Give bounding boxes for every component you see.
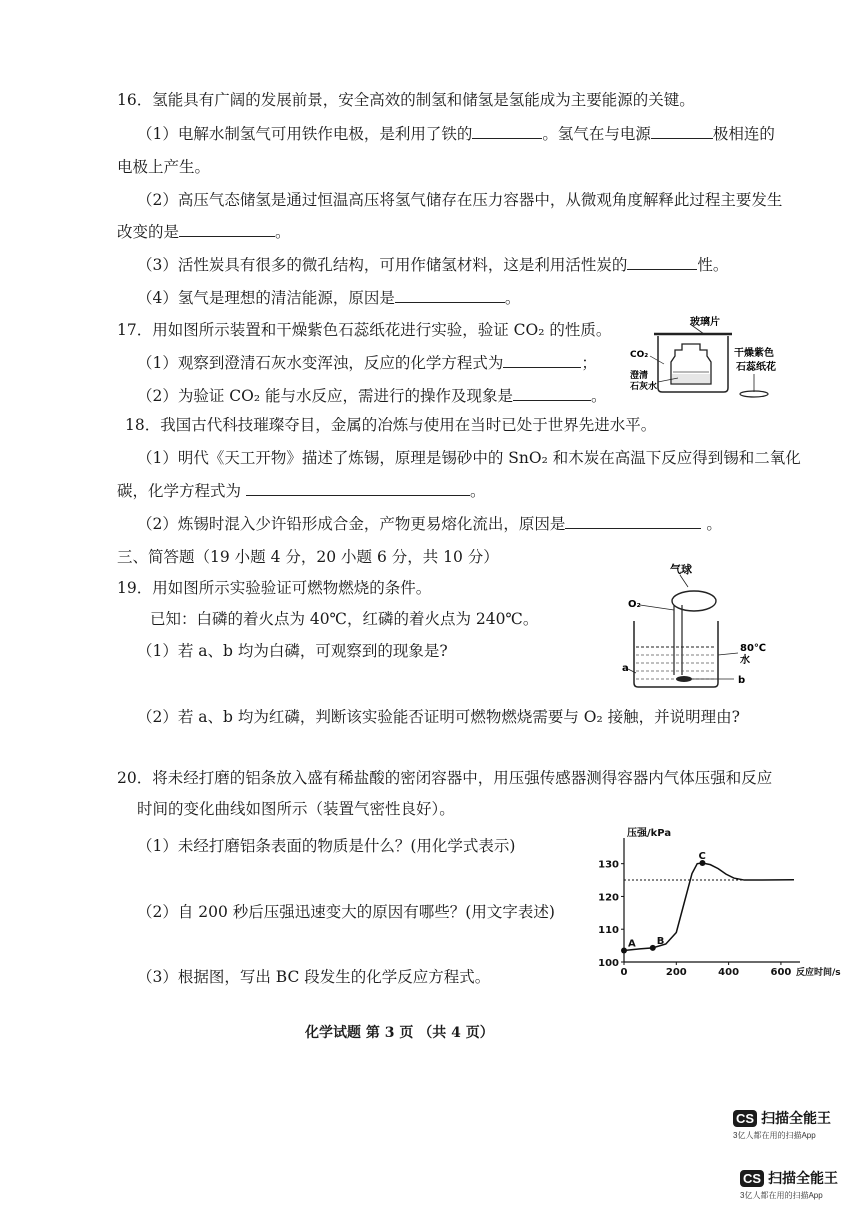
point-label-B: B <box>656 935 665 947</box>
pressure-chart <box>596 822 841 982</box>
q19-part1: （1）若 a、b 均为白磷，可观察到的现象是? <box>137 642 448 660</box>
svg-text:80℃: 80℃ <box>740 643 767 654</box>
answer-blank[interactable] <box>246 481 470 496</box>
svg-text:玻璃片: 玻璃片 <box>690 317 720 328</box>
y-tick-label: 100 <box>598 958 619 969</box>
q16-stem: 16．氢能具有广阔的发展前景，安全高效的制氢和储氢是氢能成为主要能源的关键。 <box>117 91 695 109</box>
q17-part1: （1）观察到澄清石灰水变浑浊，反应的化学方程式为 ； <box>137 354 597 372</box>
answer-blank[interactable] <box>395 288 505 303</box>
q20-part3: （3）根据图，写出 BC 段发生的化学反应方程式。 <box>137 968 491 986</box>
svg-text:水: 水 <box>740 655 750 666</box>
q18-stem: 18．我国古代科技璀璨夺目，金属的冶炼与使用在当时已处于世界先进水平。 <box>125 416 657 434</box>
beaker <box>634 621 718 687</box>
answer-blank[interactable] <box>565 514 701 529</box>
q20-part1: （1）未经打磨铝条表面的物质是什么？(用化学式表示) <box>137 837 516 855</box>
q20-stem-cont: 时间的变化曲线如图所示（装置气密性良好）。 <box>137 800 455 818</box>
x-tick-label: 0 <box>620 967 628 978</box>
q16-part2-cont: 改变的是 。 <box>117 223 291 241</box>
point-label-A: A <box>628 938 636 950</box>
q17-stem: 17．用如图所示装置和干燥紫色石蕊纸花进行实验，验证 CO₂ 的性质。 <box>117 321 612 339</box>
q16-part1-cont: 电极上产生。 <box>117 158 211 176</box>
svg-text:b: b <box>738 675 746 686</box>
scanner-watermark: CS 扫描全能王 3亿人都在用的扫描App <box>733 1110 832 1140</box>
x-axis-label: 反应时间/s <box>796 968 841 978</box>
answer-blank[interactable] <box>627 255 697 270</box>
combustion-apparatus-figure <box>620 555 770 695</box>
answer-blank[interactable] <box>472 124 542 139</box>
svg-text:澄清: 澄清 <box>630 371 649 381</box>
answer-blank[interactable] <box>513 386 591 401</box>
x-tick-label: 200 <box>665 967 687 978</box>
x-tick-label: 600 <box>770 967 792 978</box>
q18-part1-cont: 碳，化学方程式为 。 <box>117 482 486 500</box>
pressure-curve <box>624 863 794 951</box>
svg-text:气球: 气球 <box>670 563 692 576</box>
q16-part1: （1）电解水制氢气可用铁作电极，是利用了铁的 。氢气在与电源 极相连的 <box>137 125 775 143</box>
x-tick-label: 400 <box>718 967 740 978</box>
y-axis-label: 压强/kPa <box>627 828 672 839</box>
q19-part2: （2）若 a、b 均为红磷，判断该实验能否证明可燃物燃烧需要与 O₂ 接触，并说明理由? <box>137 708 740 726</box>
point-B <box>650 945 656 951</box>
point-label-C: C <box>698 851 706 863</box>
q16-part4: （4）氢气是理想的清洁能源，原因是 。 <box>137 289 521 307</box>
svg-text:干燥紫色: 干燥紫色 <box>734 348 774 359</box>
co2-apparatus-figure <box>628 312 778 412</box>
q20-part2: （2）自 200 秒后压强迅速变大的原因有哪些？(用文字表述) <box>137 903 555 921</box>
svg-text:a: a <box>622 663 629 674</box>
cs-logo-icon: CS <box>740 1170 764 1187</box>
y-tick-label: 130 <box>598 859 619 871</box>
q17-part2: （2）为验证 CO₂ 能与水反应，需进行的操作及现象是 。 <box>137 387 607 405</box>
q19-known: 已知：白磷的着火点为 40℃，红磷的着火点为 240℃。 <box>150 610 539 628</box>
q20-stem: 20．将未经打磨的铝条放入盛有稀盐酸的密闭容器中，用压强传感器测得容器内气体压强和反应 <box>117 769 773 787</box>
q18-part2: （2）炼锡时混入少许铅形成合金，产物更易熔化流出，原因是 。 <box>137 515 722 533</box>
svg-text:石蕊纸花: 石蕊纸花 <box>736 362 776 373</box>
q18-part1: （1）明代《天工开物》描述了炼锡，原理是锡砂中的 SnO₂ 和木炭在高温下反应得到锡和二氧化 <box>137 449 801 467</box>
scanner-watermark-bottom: CS 扫描全能王 3亿人都在用的扫描App <box>740 1170 839 1200</box>
point-A <box>621 948 627 954</box>
svg-text:O₂: O₂ <box>628 599 641 610</box>
cs-logo-icon: CS <box>733 1110 757 1127</box>
answer-blank[interactable] <box>179 222 275 237</box>
answer-blank[interactable] <box>651 124 713 139</box>
phosphorus-b <box>676 676 692 682</box>
balloon <box>672 591 716 611</box>
page-footer: 化学试题 第 3 页 （共 4 页） <box>305 1025 494 1041</box>
q16-part2: （2）高压气态储氢是通过恒温高压将氢气储存在压力容器中，从微观角度解释此过程主要发生 <box>137 191 783 209</box>
answer-blank[interactable] <box>503 353 581 368</box>
y-tick-label: 110 <box>598 925 619 937</box>
section-heading: 三、简答题（19 小题 4 分，20 小题 6 分，共 10 分） <box>117 548 499 566</box>
q19-stem: 19．用如图所示实验验证可燃物燃烧的条件。 <box>117 579 432 597</box>
svg-text:CO₂: CO₂ <box>630 350 649 360</box>
q16-part3: （3）活性炭具有很多的微孔结构，可用作储氢材料，这是利用活性炭的 性。 <box>137 256 729 274</box>
y-tick-label: 120 <box>598 892 619 904</box>
svg-text:石灰水: 石灰水 <box>630 382 658 392</box>
